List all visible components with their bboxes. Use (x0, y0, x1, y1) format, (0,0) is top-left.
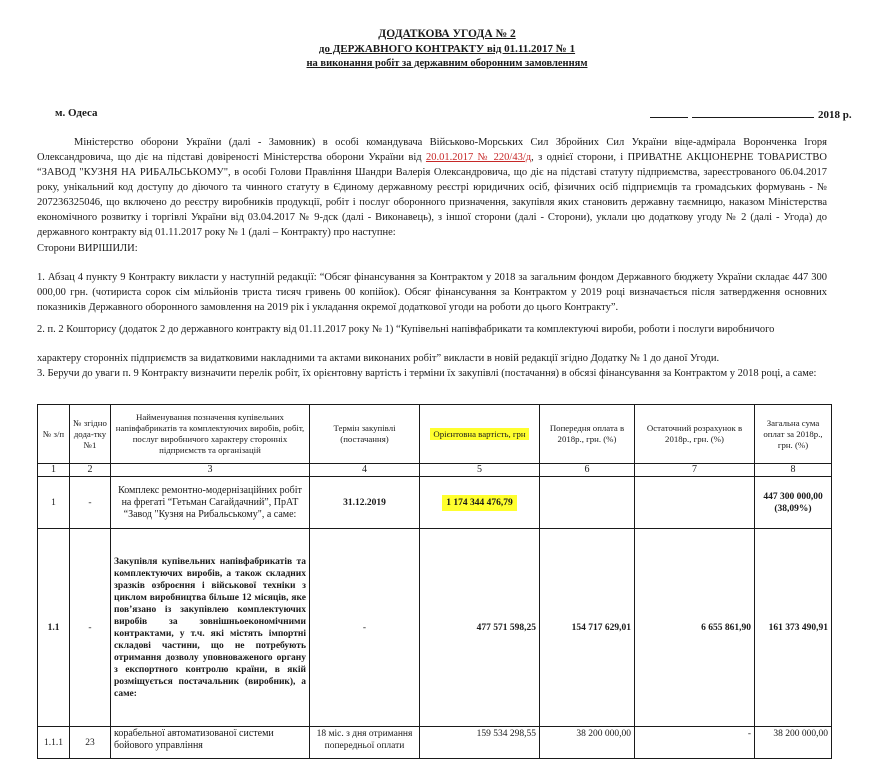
preamble-text-1: Міністерство оборони України (далі - Замовник) в особі командувача Військово-Морських Сил Збройних Сил України віце-адмірала Воронченка Ігоря Олександровича, що діє на підставі довіреності Міністерства оборони України від (37, 137, 827, 163)
place: м. Одеса (55, 107, 98, 119)
highlighted-header: Орієнтовна вартість, грн (430, 428, 528, 440)
col-number: 8 (755, 464, 832, 477)
table-row (38, 727, 832, 759)
row-cost: 159 534 298,55 (420, 727, 540, 759)
col-number: 3 (111, 464, 310, 477)
header-cell-no: № з/п (38, 405, 70, 464)
row-cost (420, 477, 540, 529)
row-term: 31.12.2019 (310, 477, 420, 529)
col-number: 2 (70, 464, 111, 477)
table-row (38, 529, 832, 727)
row-prepay: 154 717 629,01 (540, 529, 635, 727)
procurement-table (37, 404, 832, 759)
header-cell-name: Найменування позначення купівельних напівфабрикатів та комплектуючих виробів, робіт, послуг виробничого характеру сторонніх підприємств та організацій (111, 405, 310, 464)
header-cell-prepay: Попередня оплата в 2018р., грн. (%) (540, 405, 635, 464)
row-ref: - (70, 529, 111, 727)
month-blank (692, 107, 814, 118)
row-name: корабельної автоматизованої системи бойового управління (111, 727, 310, 759)
col-number: 5 (420, 464, 540, 477)
row-cost: 477 571 598,25 (420, 529, 540, 727)
header-cell-final: Остаточний розрахунок в 2018р., грн. (%) (635, 405, 755, 464)
header-cell-appendix-ref: № згідно дода-тку №1 (70, 405, 111, 464)
row-ref: - (70, 477, 111, 529)
preamble-paragraph (37, 135, 827, 240)
row-ref: 23 (70, 727, 111, 759)
preamble-text-2: , з однієї сторони, і ПРИВАТНЕ АКЦІОНЕРНЕ ТОВАРИСТВО “ЗАВОД "КУЗНЯ НА РИБАЛЬСЬКОМУ", в особі Голови Правління Шандри Валерія Олександровича, що діє на підставі статуту підприємства, зареєстрованого 06.04.2017 року, унікальний код доступу до діючого та чинного статуту в Єдиному державному реєстрі юридичних осіб, фізичних осіб підприємців та громадських формувань - № 207236325046, що включено до реєстру виробників продукції, робіт і послуг оборонного призначення, закупівля яких становить державну таємницю, наказом Міністерства економічного розвитку і торгівлі України від 03.04.2017 № 9-дск (далі - Виконавець), з іншої сторони (далі - Сторони), уклали цю додаткову угоду № 2 (далі - Угода) до державного контракту від 01.11.2017 року № 1 (далі – Контракту) про наступне: (37, 152, 828, 238)
row-name: Комплекс ремонтно-модернізаційних робіт на фрегаті “Гетьман Сагайдачний”, ПрАТ “Завод "Кузня на Рибальському", а саме: (111, 477, 310, 529)
header-cell-total: Загальна сума оплат за 2018р., грн. (%) (755, 405, 832, 464)
total-value: 447 300 000,00 (763, 491, 823, 502)
header-cell-cost (420, 405, 540, 464)
day-blank (650, 107, 688, 118)
row-number: 1 (38, 477, 70, 529)
row-total (755, 477, 832, 529)
highlighted-cost: 1 174 344 476,79 (442, 495, 517, 511)
power-of-attorney-ref: 20.01.2017 № 220/43/д (425, 152, 532, 163)
agreement-subject: на виконання робіт за державним оборонним замовленням (306, 58, 588, 69)
year-label: 2018 р. (818, 109, 852, 121)
table-row (38, 477, 832, 529)
col-number: 1 (38, 464, 70, 477)
row-prepay: 38 200 000,00 (540, 727, 635, 759)
row-final (635, 477, 755, 529)
row-total: 161 373 490,91 (755, 529, 832, 727)
total-percent: (38,09%) (774, 503, 812, 514)
row-prepay (540, 477, 635, 529)
row-total: 38 200 000,00 (755, 727, 832, 759)
row-name: Закупівля купівельних напівфабрикатів та комплектуючих виробів, а також складних зразків озброєння і військової техніки з циклом виробництва більше 12 місяців, яке пов’язано із закупівлею комплектуючих виробів за зовнішньоекономічними контрактами, у т.ч. які містять імпортні складові частини, що не потребують отримання дозволу уповноваженого органу з експортного контролю країни, в якій розміщується постачальник (виробник), а саме: (111, 529, 310, 727)
col-number: 4 (310, 464, 420, 477)
col-number: 6 (540, 464, 635, 477)
col-number: 7 (635, 464, 755, 477)
clause-2-part-2: характеру сторонніх підприємств за видатковими накладними та актами виконаних робіт” викласти в новій редакції згідно Додатку № 1 до даної Угоди. (37, 353, 720, 364)
agreement-title: ДОДАТКОВА УГОДА № 2 (378, 28, 516, 40)
table-header-row (38, 405, 832, 464)
header-cell-term: Термін закупівлі (постачання) (310, 405, 420, 464)
contract-reference: до ДЕРЖАВНОГО КОНТРАКТУ від 01.11.2017 № 1 (318, 43, 576, 55)
row-term: 18 міс. з дня отримання попередньої оплати (310, 727, 420, 759)
decided-heading: Сторони ВИРІШИЛИ: (37, 243, 138, 254)
row-final: - (635, 727, 755, 759)
row-final: 6 655 861,90 (635, 529, 755, 727)
clause-2-part-1: 2. п. 2 Кошторису (додаток 2 до державного контракту від 01.11.2017 року № 1) “Купівельні напівфабрикати та комплектуючі вироби, роботи і послуги виробничого (37, 324, 775, 335)
date-line (650, 107, 852, 121)
row-term: - (310, 529, 420, 727)
clause-3: 3. Беручи до уваги п. 9 Контракту визначити перелік робіт, їх орієнтовну вартість і терміни їх закупівлі (постачання) в обсязі фінансування за Контрактом у 2018 році, а саме: (37, 368, 817, 379)
column-number-row (38, 464, 832, 477)
clause-1: 1. Абзац 4 пункту 9 Контракту викласти у наступній редакції: “Обсяг фінансування за Контрактом у 2018 за загальним фондом Державного бюджету України складає 447 300 000,00 грн. (чотириста сорок сім мільйонів триста тисяч гривень 00 копійок). Обсяг фінансування за Контрактом у 2019 році визначається після затвердження основних показників Державного оборонного замовлення на 2019 рік і укладання окремої додаткової угоди на роботи до цього Контракту”. (37, 272, 827, 313)
row-number: 1.1 (38, 529, 70, 727)
row-number: 1.1.1 (38, 727, 70, 759)
